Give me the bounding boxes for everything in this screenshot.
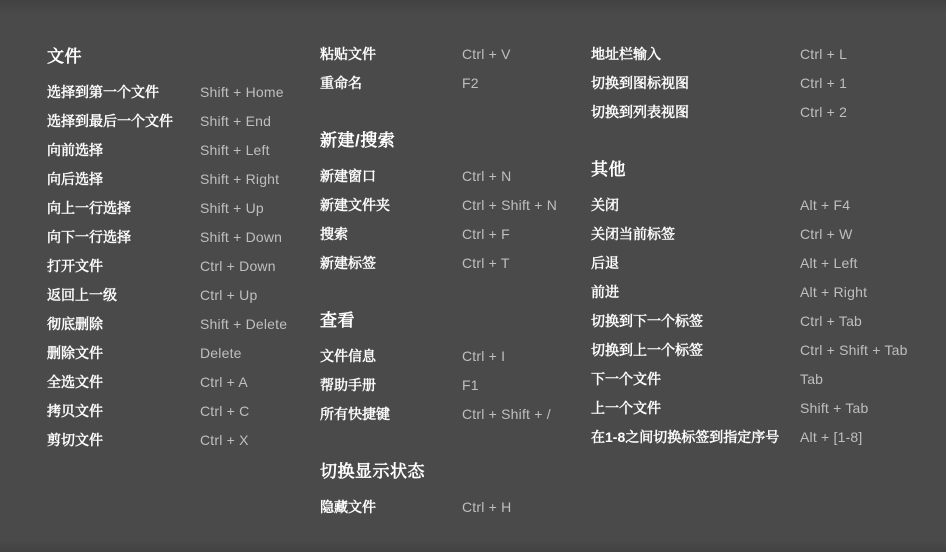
section-header: 查看 <box>320 311 355 330</box>
shortcut-row <box>591 69 946 98</box>
shortcut-row <box>320 220 591 249</box>
shortcut-row <box>591 278 946 307</box>
shortcut-label: 文件信息 <box>320 348 376 364</box>
shortcut-keys: Ctrl + T <box>462 255 510 271</box>
section-header: 切换显示状态 <box>320 462 425 481</box>
shortcut-row <box>320 69 591 98</box>
shortcut-label: 向上一行选择 <box>47 200 131 216</box>
shortcut-row <box>47 223 320 252</box>
shortcut-row <box>320 249 591 278</box>
shortcut-keys: Ctrl + C <box>200 403 250 419</box>
shortcut-row <box>320 400 591 429</box>
shortcut-keys: Shift + Right <box>200 171 280 187</box>
shortcut-row <box>47 281 320 310</box>
shortcut-keys: Ctrl + Shift + N <box>462 197 558 213</box>
shortcut-label: 全选文件 <box>47 374 103 390</box>
shortcut-row <box>591 249 946 278</box>
shortcut-keys: Shift + Left <box>200 142 270 158</box>
shortcut-keys: Ctrl + Up <box>200 287 258 303</box>
shortcut-row <box>47 426 320 455</box>
shortcut-label: 新建标签 <box>320 255 376 271</box>
shortcut-label: 重命名 <box>320 75 362 91</box>
shortcut-row <box>320 40 591 69</box>
shortcut-keys: Shift + Home <box>200 84 284 100</box>
shortcut-label: 关闭当前标签 <box>591 226 675 242</box>
shortcut-keys: Shift + Up <box>200 200 264 216</box>
shortcut-label: 选择到第一个文件 <box>47 84 159 100</box>
shortcut-label: 向下一行选择 <box>47 229 131 245</box>
shortcut-row <box>320 191 591 220</box>
shortcut-keys: Ctrl + Down <box>200 258 276 274</box>
shortcut-row <box>47 368 320 397</box>
shortcut-label: 切换到下一个标签 <box>591 313 703 329</box>
shortcut-label: 剪切文件 <box>47 432 103 448</box>
shortcut-label: 向前选择 <box>47 142 103 158</box>
shortcut-keys: F2 <box>462 75 479 91</box>
shortcut-keys: Ctrl + Shift + / <box>462 406 551 422</box>
shortcut-keys: F1 <box>462 377 479 393</box>
shortcut-row <box>47 165 320 194</box>
section-header: 文件 <box>47 47 82 66</box>
shortcut-row <box>320 162 591 191</box>
shortcut-row <box>47 310 320 339</box>
shortcut-row <box>591 423 946 452</box>
section-header: 其他 <box>591 160 626 179</box>
shortcut-label: 地址栏输入 <box>591 46 661 62</box>
shortcut-row <box>47 339 320 368</box>
shortcut-keys: Ctrl + X <box>200 432 249 448</box>
shortcut-row <box>47 136 320 165</box>
shortcut-keys: Alt + Right <box>800 284 868 300</box>
shortcut-label: 后退 <box>591 255 619 271</box>
shortcut-label: 上一个文件 <box>591 400 661 416</box>
shortcut-row <box>591 394 946 423</box>
shortcut-row <box>47 194 320 223</box>
shortcut-keys: Alt + [1-8] <box>800 429 863 445</box>
shortcut-label: 打开文件 <box>47 258 103 274</box>
shortcut-keys: Shift + End <box>200 113 272 129</box>
shortcut-label: 彻底删除 <box>47 316 103 332</box>
shortcut-keys: Ctrl + F <box>462 226 510 242</box>
shortcuts-column <box>320 0 591 522</box>
shortcut-row <box>320 342 591 371</box>
shortcut-label: 切换到列表视图 <box>591 104 689 120</box>
shortcut-row <box>47 397 320 426</box>
shortcut-label: 隐藏文件 <box>320 499 376 515</box>
shortcut-keys: Ctrl + A <box>200 374 248 390</box>
shortcut-label: 前进 <box>591 284 619 300</box>
shortcut-row <box>591 98 946 127</box>
shortcut-label: 删除文件 <box>47 345 103 361</box>
shortcut-row <box>47 252 320 281</box>
shortcut-label: 关闭 <box>591 197 619 213</box>
shortcut-keys: Ctrl + Shift + Tab <box>800 342 908 358</box>
shortcut-keys: Tab <box>800 371 824 387</box>
shortcut-row <box>591 336 946 365</box>
shortcut-keys: Ctrl + N <box>462 168 512 184</box>
shortcut-keys: Shift + Delete <box>200 316 288 332</box>
shortcut-label: 新建文件夹 <box>320 197 390 213</box>
shortcut-row <box>47 78 320 107</box>
shortcut-keys: Alt + Left <box>800 255 858 271</box>
shortcut-label: 向后选择 <box>47 171 103 187</box>
shortcut-keys: Ctrl + 2 <box>800 104 848 120</box>
shortcut-row <box>591 220 946 249</box>
shortcut-keys: Shift + Tab <box>800 400 869 416</box>
shortcut-keys: Ctrl + V <box>462 46 511 62</box>
shortcut-keys: Ctrl + I <box>462 348 506 364</box>
shortcut-keys: Delete <box>200 345 242 361</box>
shortcut-label: 帮助手册 <box>320 377 376 393</box>
shortcut-keys: Ctrl + L <box>800 46 848 62</box>
shortcut-label: 粘贴文件 <box>320 46 376 62</box>
shortcut-keys: Ctrl + W <box>800 226 853 242</box>
shortcut-label: 切换到上一个标签 <box>591 342 703 358</box>
shortcut-row <box>320 371 591 400</box>
shortcut-row <box>591 365 946 394</box>
shortcut-keys: Ctrl + 1 <box>800 75 848 91</box>
shortcut-label: 返回上一级 <box>47 287 117 303</box>
shortcut-label: 拷贝文件 <box>47 403 103 419</box>
shortcut-label: 新建窗口 <box>320 168 376 184</box>
shortcut-row <box>591 40 946 69</box>
shortcut-label: 搜索 <box>320 226 348 242</box>
shortcuts-column <box>47 0 320 522</box>
shortcuts-column <box>591 0 946 522</box>
shortcut-label: 在1-8之间切换标签到指定序号 <box>591 429 780 445</box>
shortcut-label: 选择到最后一个文件 <box>47 113 173 129</box>
shortcut-label: 所有快捷键 <box>320 406 390 422</box>
shortcut-keys: Alt + F4 <box>800 197 851 213</box>
shortcut-keys: Shift + Down <box>200 229 283 245</box>
shortcut-row <box>47 107 320 136</box>
shortcut-keys: Ctrl + H <box>462 499 512 515</box>
shortcut-row <box>320 493 591 522</box>
shortcut-label: 切换到图标视图 <box>591 75 689 91</box>
shortcut-row <box>591 191 946 220</box>
shortcut-row <box>591 307 946 336</box>
section-header: 新建/搜索 <box>320 131 396 150</box>
shortcut-keys: Ctrl + Tab <box>800 313 863 329</box>
shortcut-label: 下一个文件 <box>591 371 661 387</box>
